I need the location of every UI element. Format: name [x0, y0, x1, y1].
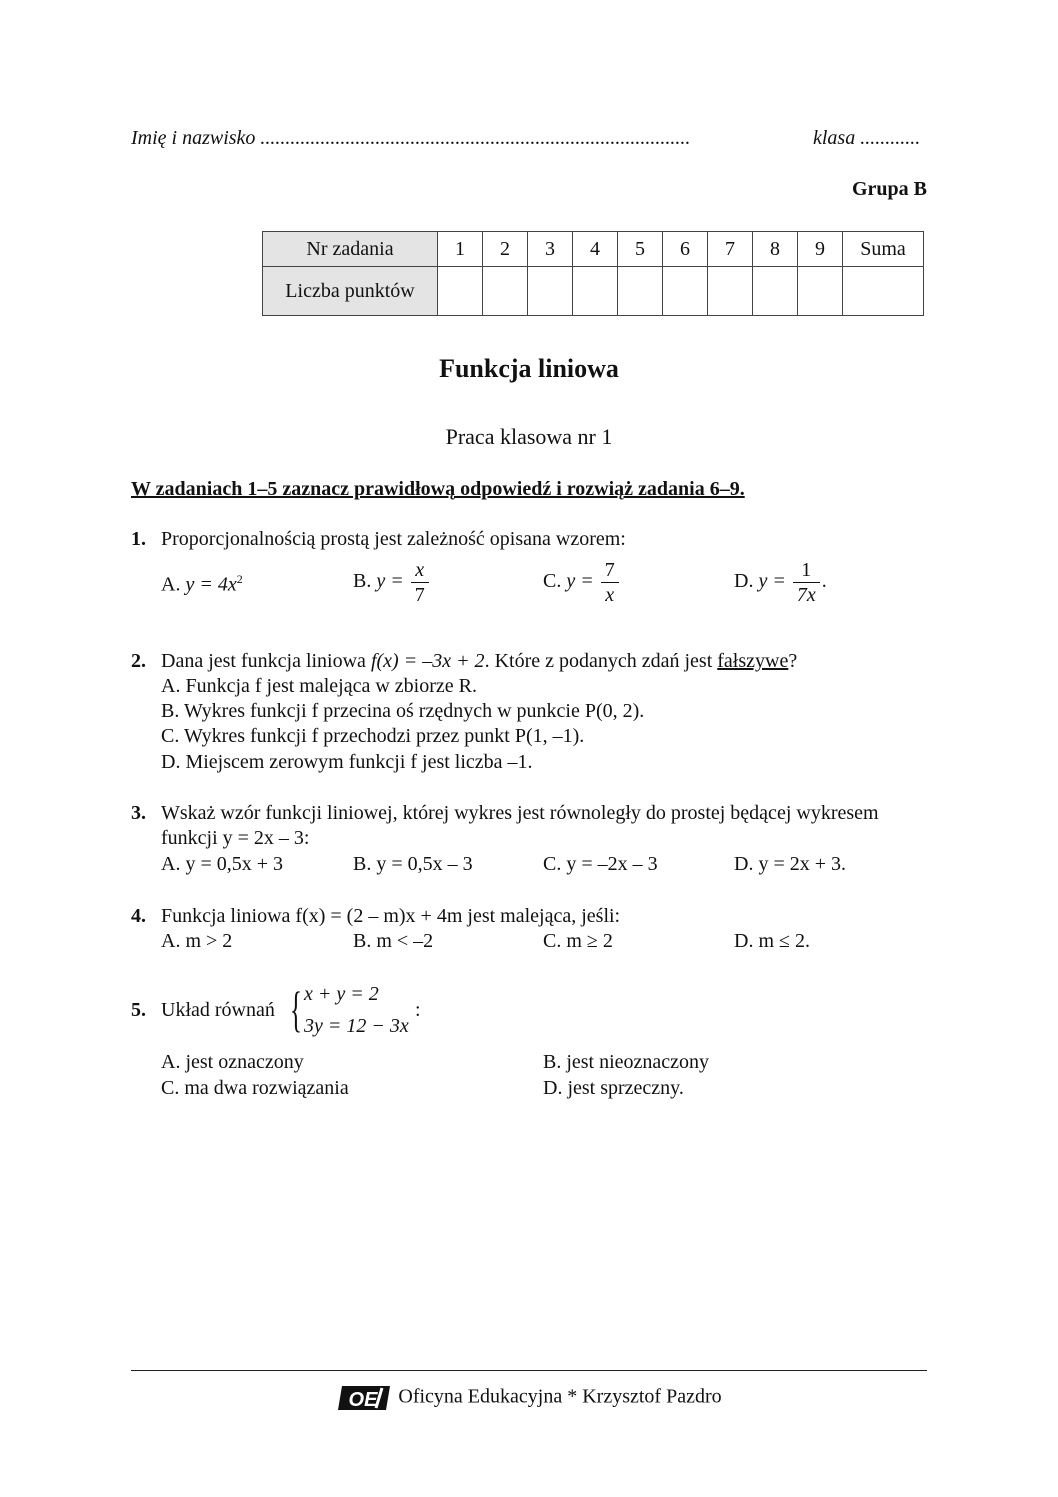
fraction-denominator: x [601, 582, 619, 607]
fraction-numerator: x [415, 559, 425, 581]
points-cell[interactable] [528, 267, 573, 316]
task-number-label: Nr zadania [263, 232, 438, 267]
question-text: Proporcjonalnością prostą jest zależność opisana wzorem: [161, 528, 626, 550]
brace-symbol: { [290, 981, 302, 1037]
points-cell[interactable] [573, 267, 618, 316]
page-subtitle: Praca klasowa nr 1 [445, 424, 613, 449]
footer-divider [131, 1370, 927, 1371]
publisher-logo [336, 1384, 392, 1412]
answer-option-a[interactable] [161, 572, 243, 597]
answer-option-c[interactable] [543, 558, 621, 607]
answer-option-b[interactable] [353, 558, 431, 607]
text-part: ? [788, 650, 798, 672]
option-lhs: y = [758, 570, 786, 593]
question-text: Funkcja liniowa f(x) = (2 – m)x + 4m jest malejąca, jeśli: [161, 905, 621, 927]
answer-option-b[interactable]: B. Wykres funkcji f przecina oś rzędnych w punkcie P(0, 2). [161, 700, 645, 722]
fraction-denominator: 7 [411, 582, 429, 607]
question-text: Układ równań [161, 999, 275, 1021]
underlined-word: fałszywe [717, 650, 789, 672]
answer-option-a[interactable]: A. Funkcja f jest malejąca w zbiorze R. [161, 675, 477, 697]
option-letter: B. [353, 570, 372, 593]
points-cell[interactable] [483, 267, 528, 316]
question-number: 2. [131, 650, 146, 672]
points-cell[interactable] [618, 267, 663, 316]
question-text: Wskaż wzór funkcji liniowej, której wykres jest równoległy do prostej będącej wykresem [161, 802, 879, 824]
answer-option-b[interactable]: B. jest nieoznaczony [543, 1051, 710, 1073]
answer-option-d[interactable]: D. jest sprzeczny. [543, 1077, 684, 1099]
column-header: 7 [708, 232, 753, 267]
points-sum-cell[interactable] [843, 267, 924, 316]
answer-option-d[interactable]: D. m ≤ 2. [734, 930, 810, 952]
points-cell[interactable] [708, 267, 753, 316]
fraction [793, 558, 820, 607]
question-text-continued: funkcji y = 2x – 3: [161, 827, 310, 849]
equation-suffix: : [415, 999, 421, 1021]
exponent: 2 [236, 572, 243, 586]
question-number: 5. [131, 999, 146, 1021]
fraction [411, 558, 429, 607]
column-header-sum: Suma [843, 232, 924, 267]
points-cell[interactable] [798, 267, 843, 316]
option-lhs: y = [376, 570, 404, 593]
column-header: 4 [573, 232, 618, 267]
answer-option-d[interactable]: D. Miejscem zerowym funkcji f jest liczba –1. [161, 751, 533, 773]
column-header: 6 [663, 232, 708, 267]
option-suffix: . [821, 570, 827, 593]
footer [0, 1384, 1058, 1412]
option-lhs: y = [566, 570, 594, 593]
fraction-numerator: 7 [604, 559, 615, 581]
score-table [262, 231, 924, 316]
text-part: . Które z podanych zdań jest [484, 650, 718, 672]
question-number: 3. [131, 802, 146, 824]
answer-option-a[interactable]: A. m > 2 [161, 930, 233, 952]
question-number: 4. [131, 905, 146, 927]
page-title: Funkcja liniowa [439, 354, 619, 383]
column-header: 8 [753, 232, 798, 267]
option-letter: D. [734, 570, 754, 593]
svg-text:OE: OE [348, 1389, 378, 1411]
fraction [601, 558, 619, 607]
option-expression: y = 4x [185, 573, 237, 596]
answer-option-c[interactable]: C. y = –2x – 3 [543, 853, 658, 875]
question-text [161, 650, 797, 673]
answer-option-d[interactable] [734, 558, 827, 607]
points-label: Liczba punktów [263, 267, 438, 316]
name-field-label: Imię i nazwisko ...................................................................................... [131, 127, 691, 149]
equation-1: x + y = 2 [304, 983, 379, 1005]
publisher-name: Oficyna Edukacyjna * Krzysztof Pazdro [398, 1385, 722, 1408]
answer-option-b[interactable]: B. y = 0,5x – 3 [353, 853, 473, 875]
column-header: 2 [483, 232, 528, 267]
option-letter: C. [543, 570, 562, 593]
fraction-numerator: 1 [801, 559, 812, 581]
class-field-label: klasa ............ [813, 127, 921, 149]
answer-option-d[interactable]: D. y = 2x + 3. [734, 853, 847, 875]
points-cell[interactable] [753, 267, 798, 316]
column-header: 1 [438, 232, 483, 267]
header-line [131, 127, 927, 153]
answer-option-b[interactable]: B. m < –2 [353, 930, 434, 952]
question-number: 1. [131, 528, 146, 550]
answer-option-c[interactable]: C. m ≥ 2 [543, 930, 613, 952]
column-header: 3 [528, 232, 573, 267]
equation-2: 3y = 12 − 3x [304, 1015, 409, 1037]
instruction-text: W zadaniach 1–5 zaznacz prawidłową odpowiedź i rozwiąż zadania 6–9. [131, 478, 745, 500]
answer-option-c[interactable]: C. ma dwa rozwiązania [161, 1077, 349, 1099]
answer-option-a[interactable]: A. jest oznaczony [161, 1051, 304, 1073]
answer-option-a[interactable]: A. y = 0,5x + 3 [161, 853, 284, 875]
text-part: Dana jest funkcja liniowa [161, 650, 371, 672]
score-table-points-row [263, 267, 924, 316]
function-formula: f(x) = –3x + 2 [370, 650, 485, 672]
option-letter: A. [161, 573, 181, 596]
points-cell[interactable] [663, 267, 708, 316]
group-label: Grupa B [851, 178, 927, 200]
column-header: 5 [618, 232, 663, 267]
score-table-header-row [263, 232, 924, 267]
points-cell[interactable] [438, 267, 483, 316]
fraction-denominator: 7x [793, 582, 820, 607]
answer-option-c[interactable]: C. Wykres funkcji f przechodzi przez punkt P(1, –1). [161, 725, 585, 747]
column-header: 9 [798, 232, 843, 267]
